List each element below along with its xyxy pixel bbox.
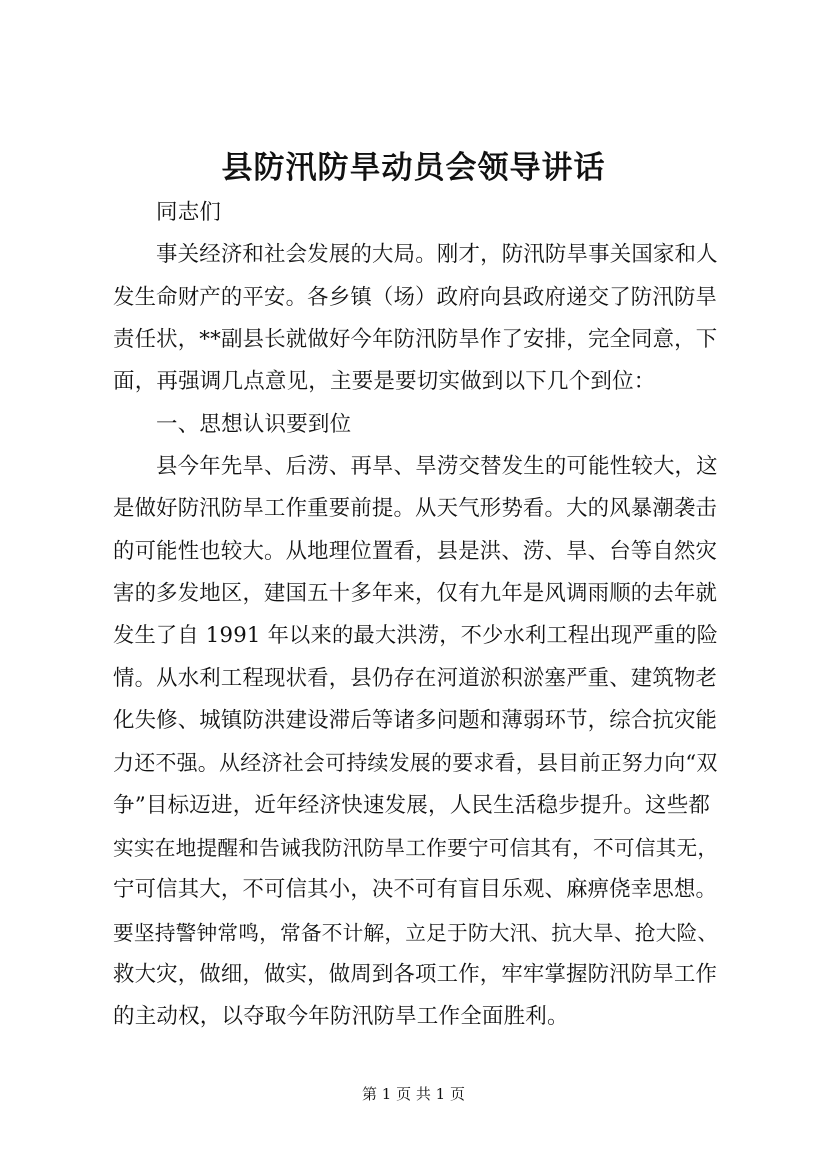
section-heading: 一、思想认识要到位 (156, 412, 352, 437)
paragraph-line: 要坚持警钟常鸣，常备不计解，立足于防大汛、抗大旱、抢大险、 (113, 921, 719, 945)
paragraph-line: 是做好防汛防旱工作重要前提。从天气形势看。大的风暴潮袭击 (113, 496, 718, 521)
paragraph-line: 情。从水利工程现状看，县仍存在河道淤积淤塞严重、建筑物老 (113, 666, 718, 691)
paragraph-line: 发生了自 1991 年以来的最大洪涝，不少水利工程出现严重的险 (113, 623, 719, 648)
paragraph-line: 的主动权，以夺取今年防汛防旱工作全面胜利。 (113, 1004, 569, 1029)
paragraph-line: 实实在地提醒和告诫我防汛防旱工作要宁可信其有，不可信其无， (113, 836, 719, 860)
salutation: 同志们 (156, 200, 222, 225)
paragraph-line: 责任状，**副县长就做好今年防汛防旱作了安排，完全同意，下 (113, 327, 718, 352)
paragraph-line: 化失修、城镇防洪建设滞后等诸多问题和薄弱环节，综合抗灾能 (113, 708, 718, 733)
paragraph-line: 宁可信其大，不可信其小，决不可有盲目乐观、麻痹侥幸思想。 (113, 877, 718, 902)
paragraph-line: 发生命财产的平安。各乡镇（场）政府向县政府递交了防汛防旱 (113, 285, 718, 310)
paragraph-line: 救大灾，做细，做实，做周到各项工作，牢牢掌握防汛防旱工作 (113, 962, 718, 987)
paragraph-line: 事关经济和社会发展的大局。刚才，防汛防旱事关国家和人 (156, 242, 718, 267)
paragraph-line: 害的多发地区，建国五十多年来，仅有九年是风调雨顺的去年就 (113, 581, 718, 606)
paragraph-line: 争”目标迈进，近年经济快速发展，人民生活稳步提升。这些都 (113, 793, 711, 818)
paragraph-line: 面，再强调几点意见，主要是要切实做到以下几个到位： (113, 369, 656, 394)
page-number-footer: 第 1 页 共 1 页 (362, 1085, 465, 1103)
document-title: 县防汛防旱动员会领导讲话 (221, 150, 606, 186)
paragraph-line: 的可能性也较大。从地理位置看，县是洪、涝、旱、台等自然灾 (113, 539, 718, 564)
paragraph-line: 县今年先旱、后涝、再旱、旱涝交替发生的可能性较大，这 (156, 454, 718, 479)
paragraph-line: 力还不强。从经济社会可持续发展的要求看，县目前正努力向“双 (113, 750, 718, 775)
